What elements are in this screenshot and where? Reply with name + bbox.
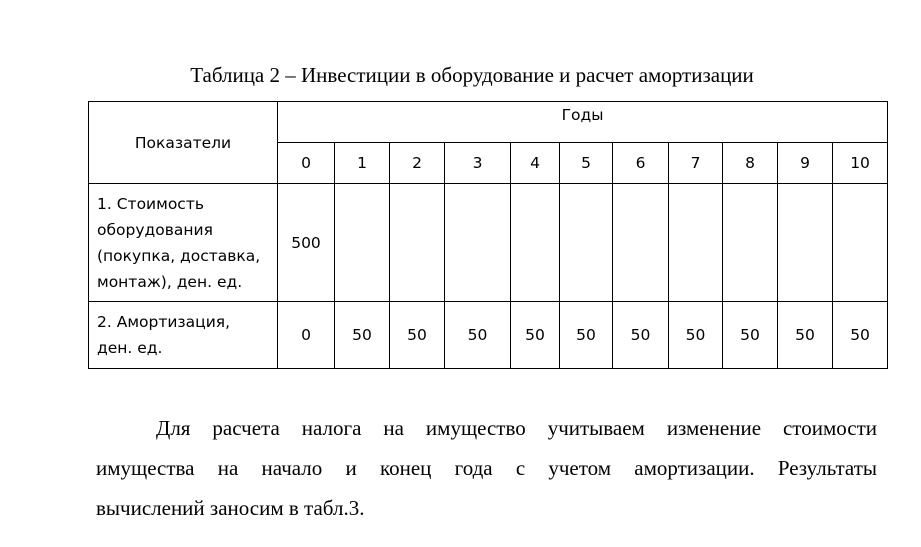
table-caption: Таблица 2 – Инвестиции в оборудование и расчет амортизации [190,63,754,87]
row-label-line: оборудования [97,220,213,239]
row-label-depreciation [89,302,278,369]
value-cell: 50 [669,302,723,369]
value-cell [390,184,445,302]
year-cell: 0 [278,143,335,184]
year-cell: 10 [833,143,888,184]
value-cell [833,184,888,302]
value-cell: 0 [278,302,335,369]
paragraph-line: имущества на начало и конец года с учетом амортизации. Результаты [96,456,877,480]
body-paragraph [96,408,877,528]
header-years: Годы [278,102,888,143]
value-cell: 50 [833,302,888,369]
value-cell [778,184,833,302]
year-cell: 2 [390,143,445,184]
value-cell: 50 [723,302,778,369]
value-cell: 50 [390,302,445,369]
value-cell [560,184,613,302]
year-cell: 5 [560,143,613,184]
value-cell [723,184,778,302]
value-cell: 50 [613,302,669,369]
value-cell [613,184,669,302]
year-cell: 3 [445,143,511,184]
value-cell: 500 [278,184,335,302]
year-cell: 9 [778,143,833,184]
paragraph-line: Для расчета налога на имущество учитываем изменение стоимости [156,416,877,440]
value-cell: 50 [335,302,390,369]
value-cell: 50 [511,302,560,369]
value-cell [445,184,511,302]
value-cell [511,184,560,302]
table-row-depreciation [89,302,888,369]
row-label-line: 2. Амортизация, [97,313,231,331]
year-cell: 7 [669,143,723,184]
row-label-line: монтаж), ден. ед. [97,272,243,291]
header-indicators: Показатели [89,102,278,184]
header-row-top [89,102,888,143]
year-cell: 6 [613,143,669,184]
row-label-line: (покупка, доставка, [97,246,261,265]
year-cell: 4 [511,143,560,184]
value-cell: 50 [560,302,613,369]
year-cell: 8 [723,143,778,184]
table-row-equipment-cost [89,184,888,302]
row-label-line: 1. Стоимость [97,194,204,213]
paragraph-line: вычислений заносим в табл.3. [96,496,365,520]
year-cell: 1 [335,143,390,184]
row-label-line: ден. ед. [97,339,163,357]
value-cell: 50 [778,302,833,369]
investment-table [88,101,888,369]
value-cell: 50 [445,302,511,369]
value-cell [669,184,723,302]
row-label-equipment-cost [89,184,278,302]
value-cell [335,184,390,302]
